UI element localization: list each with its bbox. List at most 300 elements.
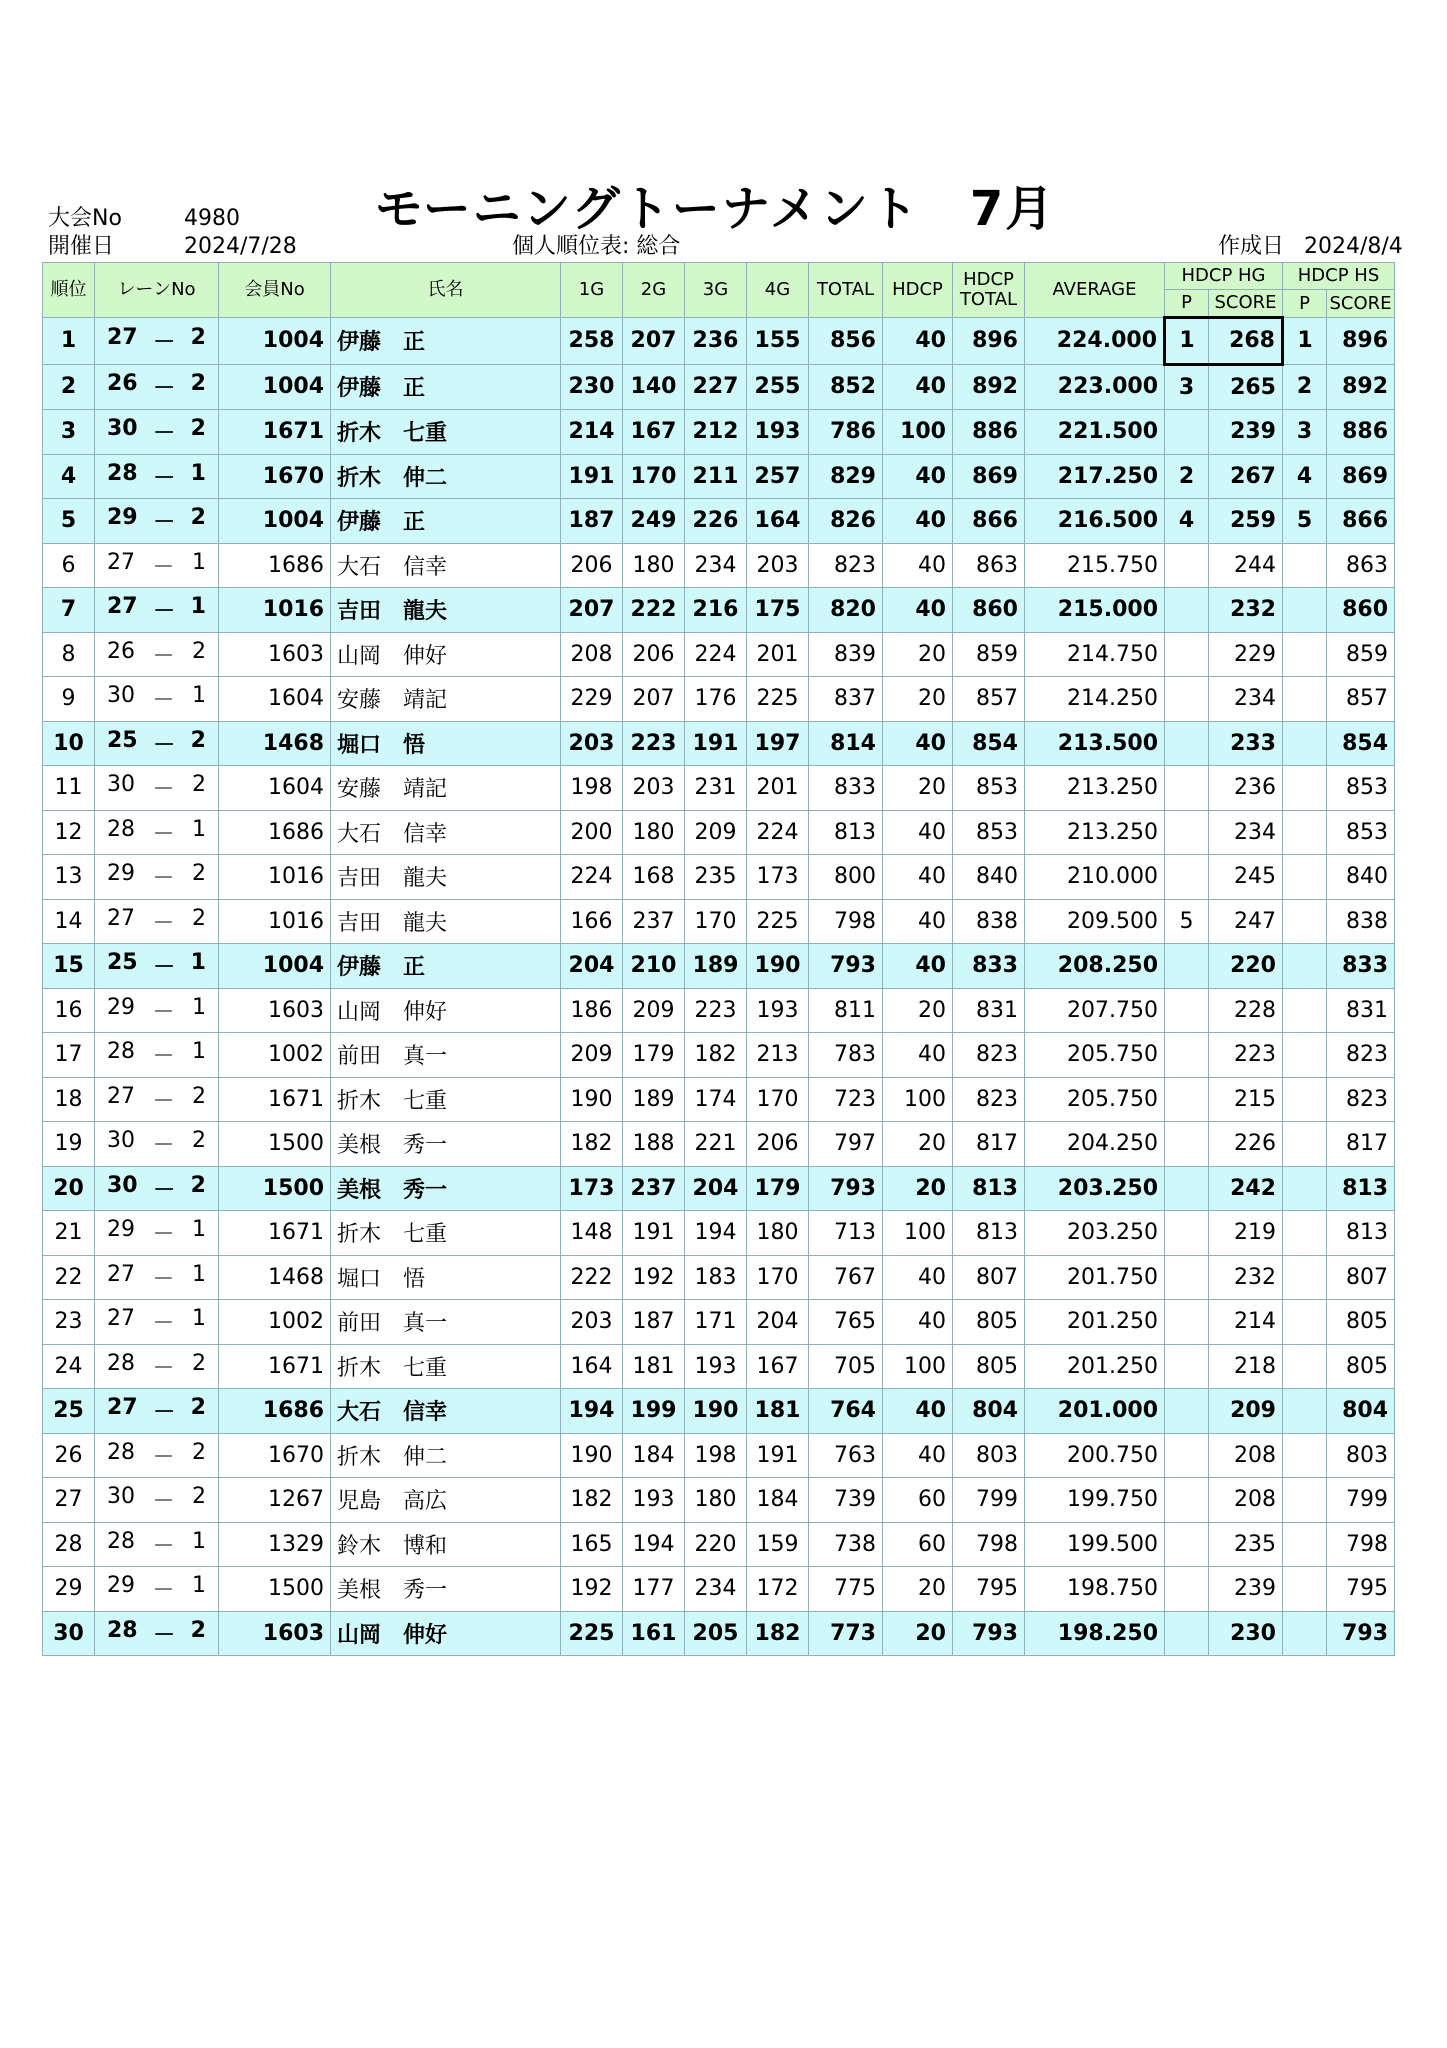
- table-row: [43, 1344, 1395, 1389]
- game2-cell: 203: [623, 766, 685, 811]
- col-hdcp-hg: HDCP HG: [1165, 263, 1283, 290]
- average-cell: 198.750: [1025, 1567, 1165, 1612]
- game2-cell: 193: [623, 1478, 685, 1523]
- game3-cell: 226: [685, 499, 747, 544]
- hg-score-cell: 236: [1209, 766, 1283, 811]
- rank-cell: 14: [43, 899, 95, 944]
- page-title: モーニングトーナメント 7月: [374, 181, 1056, 237]
- total-cell: 713: [809, 1211, 883, 1256]
- lane-box: 2: [190, 416, 206, 442]
- hg-score-cell: 223: [1209, 1033, 1283, 1078]
- lane-box: 1: [191, 1573, 206, 1599]
- lane-number: 30: [107, 683, 135, 709]
- member-no-cell: 1671: [219, 1077, 331, 1122]
- average-cell: 201.250: [1025, 1300, 1165, 1345]
- lane-cell: [95, 1567, 219, 1612]
- hs-score-cell: 853: [1327, 810, 1395, 855]
- game4-cell: 225: [747, 899, 809, 944]
- game2-cell: 222: [623, 588, 685, 633]
- game2-cell: 188: [623, 1122, 685, 1167]
- rank-cell: 17: [43, 1033, 95, 1078]
- hs-score-cell: 896: [1327, 318, 1395, 365]
- lane-cell: [95, 855, 219, 900]
- rank-cell: 23: [43, 1300, 95, 1345]
- table-row: [43, 1389, 1395, 1434]
- game1-cell: 258: [561, 318, 623, 365]
- rank-cell: 30: [43, 1611, 95, 1656]
- table-row: [43, 1567, 1395, 1612]
- lane-box: 2: [190, 505, 206, 531]
- hs-place-cell: [1283, 1033, 1327, 1078]
- game2-cell: 177: [623, 1567, 685, 1612]
- hdcp-cell: 20: [883, 1611, 953, 1656]
- average-cell: 213.500: [1025, 721, 1165, 766]
- game4-cell: 206: [747, 1122, 809, 1167]
- lane-cell: [95, 899, 219, 944]
- game1-cell: 164: [561, 1344, 623, 1389]
- hs-score-cell: 813: [1327, 1211, 1395, 1256]
- hs-place-cell: [1283, 899, 1327, 944]
- game3-cell: 194: [685, 1211, 747, 1256]
- member-no-cell: 1016: [219, 855, 331, 900]
- hg-place-cell: [1165, 988, 1209, 1033]
- table-row: [43, 677, 1395, 722]
- hg-place-cell: [1165, 1611, 1209, 1656]
- lane-separator: －: [152, 1489, 175, 1515]
- hs-place-cell: 2: [1283, 364, 1327, 410]
- rank-cell: 25: [43, 1389, 95, 1434]
- game2-cell: 192: [623, 1255, 685, 1300]
- lane-separator: －: [152, 999, 175, 1025]
- hs-score-cell: 886: [1327, 410, 1395, 455]
- total-cell: 797: [809, 1122, 883, 1167]
- rank-cell: 13: [43, 855, 95, 900]
- game3-cell: 183: [685, 1255, 747, 1300]
- game3-cell: 182: [685, 1033, 747, 1078]
- name-cell: 吉田 龍夫: [331, 588, 561, 633]
- game1-cell: 230: [561, 364, 623, 410]
- hg-score-cell: 244: [1209, 543, 1283, 588]
- hg-place-cell: 1: [1165, 318, 1209, 365]
- member-no-cell: 1671: [219, 1211, 331, 1256]
- lane-number: 30: [107, 1128, 135, 1154]
- member-no-cell: 1686: [219, 543, 331, 588]
- average-cell: 205.750: [1025, 1033, 1165, 1078]
- name-cell: 山岡 伸好: [331, 988, 561, 1033]
- game2-cell: 207: [623, 677, 685, 722]
- name-cell: 伊藤 正: [331, 944, 561, 989]
- lane-box: 2: [191, 1484, 206, 1510]
- rank-cell: 6: [43, 543, 95, 588]
- hs-score-cell: 813: [1327, 1166, 1395, 1211]
- hs-place-cell: [1283, 1166, 1327, 1211]
- game4-cell: 257: [747, 454, 809, 499]
- hdcp-total-cell: 896: [953, 318, 1025, 365]
- game1-cell: 182: [561, 1478, 623, 1523]
- hdcp-total-cell: 853: [953, 810, 1025, 855]
- hdcp-cell: 40: [883, 543, 953, 588]
- game4-cell: 193: [747, 988, 809, 1033]
- hdcp-total-cell: 805: [953, 1300, 1025, 1345]
- lane-cell: [95, 364, 219, 410]
- game3-cell: 236: [685, 318, 747, 365]
- lane-number: 30: [107, 1172, 138, 1198]
- game1-cell: 186: [561, 988, 623, 1033]
- name-cell: 児島 高広: [331, 1478, 561, 1523]
- game4-cell: 179: [747, 1166, 809, 1211]
- hdcp-cell: 40: [883, 944, 953, 989]
- hs-place-cell: [1283, 1611, 1327, 1656]
- total-cell: 783: [809, 1033, 883, 1078]
- lane-box: 2: [191, 905, 206, 931]
- game2-cell: 210: [623, 944, 685, 989]
- lane-cell: [95, 1522, 219, 1567]
- rank-cell: 1: [43, 318, 95, 365]
- game2-cell: 191: [623, 1211, 685, 1256]
- total-cell: 823: [809, 543, 883, 588]
- game4-cell: 201: [747, 632, 809, 677]
- lane-separator: －: [152, 1222, 175, 1248]
- total-cell: 738: [809, 1522, 883, 1567]
- name-cell: 安藤 靖記: [331, 677, 561, 722]
- lane-separator: －: [153, 1622, 176, 1648]
- col-g3: 3G: [685, 263, 747, 318]
- lane-separator: －: [152, 821, 175, 847]
- hg-place-cell: [1165, 632, 1209, 677]
- game1-cell: 206: [561, 543, 623, 588]
- col-g4: 4G: [747, 263, 809, 318]
- table-row: [43, 318, 1395, 365]
- hg-place-cell: [1165, 1077, 1209, 1122]
- lane-number: 25: [107, 727, 138, 753]
- hg-score-cell: 208: [1209, 1433, 1283, 1478]
- lane-box: 2: [190, 371, 206, 397]
- game1-cell: 173: [561, 1166, 623, 1211]
- lane-box: 1: [191, 994, 206, 1020]
- game1-cell: 182: [561, 1122, 623, 1167]
- hs-place-cell: [1283, 810, 1327, 855]
- hs-score-cell: 892: [1327, 364, 1395, 410]
- lane-separator: －: [152, 643, 175, 669]
- hs-place-cell: [1283, 1433, 1327, 1478]
- hg-score-cell: 242: [1209, 1166, 1283, 1211]
- hs-score-cell: 869: [1327, 454, 1395, 499]
- col-g1: 1G: [561, 263, 623, 318]
- lane-box: 2: [191, 1350, 206, 1376]
- game1-cell: 229: [561, 677, 623, 722]
- lane-number: 28: [107, 1350, 135, 1376]
- game3-cell: 221: [685, 1122, 747, 1167]
- lane-cell: [95, 318, 219, 365]
- table-row: [43, 1522, 1395, 1567]
- hdcp-cell: 40: [883, 721, 953, 766]
- hdcp-total-cell: 857: [953, 677, 1025, 722]
- hdcp-cell: 40: [883, 454, 953, 499]
- average-cell: 210.000: [1025, 855, 1165, 900]
- hg-place-cell: [1165, 1567, 1209, 1612]
- rank-cell: 21: [43, 1211, 95, 1256]
- hg-place-cell: [1165, 1300, 1209, 1345]
- hs-place-cell: [1283, 855, 1327, 900]
- hs-score-cell: 799: [1327, 1478, 1395, 1523]
- name-cell: 折木 伸二: [331, 454, 561, 499]
- rank-cell: 16: [43, 988, 95, 1033]
- lane-cell: [95, 988, 219, 1033]
- member-no-cell: 1671: [219, 1344, 331, 1389]
- hdcp-cell: 40: [883, 1033, 953, 1078]
- game2-cell: 167: [623, 410, 685, 455]
- hs-place-cell: [1283, 1478, 1327, 1523]
- hdcp-total-cell: 817: [953, 1122, 1025, 1167]
- rank-cell: 28: [43, 1522, 95, 1567]
- hs-place-cell: [1283, 1255, 1327, 1300]
- hg-score-cell: 239: [1209, 410, 1283, 455]
- table-row: [43, 1211, 1395, 1256]
- hdcp-total-cell: 804: [953, 1389, 1025, 1434]
- rank-cell: 7: [43, 588, 95, 633]
- member-no-cell: 1468: [219, 1255, 331, 1300]
- game2-cell: 161: [623, 1611, 685, 1656]
- game4-cell: 170: [747, 1077, 809, 1122]
- hdcp-cell: 100: [883, 1344, 953, 1389]
- game2-cell: 170: [623, 454, 685, 499]
- lane-separator: －: [152, 1444, 175, 1470]
- hdcp-total-cell: 823: [953, 1033, 1025, 1078]
- hg-place-cell: 2: [1165, 454, 1209, 499]
- hg-place-cell: [1165, 721, 1209, 766]
- game3-cell: 180: [685, 1478, 747, 1523]
- table-row: [43, 364, 1395, 410]
- game4-cell: 203: [747, 543, 809, 588]
- game3-cell: 227: [685, 364, 747, 410]
- hg-score-cell: 219: [1209, 1211, 1283, 1256]
- lane-box: 1: [191, 1261, 206, 1287]
- lane-number: 27: [107, 1083, 135, 1109]
- hs-place-cell: [1283, 721, 1327, 766]
- game3-cell: 205: [685, 1611, 747, 1656]
- hdcp-total-cell: 823: [953, 1077, 1025, 1122]
- lane-number: 29: [107, 1217, 135, 1243]
- hdcp-total-cell: 805: [953, 1344, 1025, 1389]
- lane-separator: －: [152, 866, 175, 892]
- game1-cell: 207: [561, 588, 623, 633]
- created-date: 2024/8/4: [1304, 234, 1403, 259]
- lane-cell: [95, 1433, 219, 1478]
- lane-box: 2: [191, 638, 206, 664]
- hs-place-cell: [1283, 588, 1327, 633]
- date-label: 開催日: [48, 234, 115, 259]
- lane-number: 30: [107, 416, 138, 442]
- lane-cell: [95, 1033, 219, 1078]
- average-cell: 205.750: [1025, 1077, 1165, 1122]
- lane-box: 2: [190, 727, 206, 753]
- game4-cell: 180: [747, 1211, 809, 1256]
- lane-box: 1: [191, 683, 206, 709]
- name-cell: 大石 信幸: [331, 1389, 561, 1434]
- lane-number: 28: [107, 1439, 135, 1465]
- hdcp-total-cell: 793: [953, 1611, 1025, 1656]
- table-row: [43, 410, 1395, 455]
- rank-cell: 24: [43, 1344, 95, 1389]
- average-cell: 215.750: [1025, 543, 1165, 588]
- game3-cell: 224: [685, 632, 747, 677]
- table-row: [43, 1478, 1395, 1523]
- lane-number: 30: [107, 1484, 135, 1510]
- rank-cell: 20: [43, 1166, 95, 1211]
- game2-cell: 189: [623, 1077, 685, 1122]
- lane-box: 1: [191, 1528, 206, 1554]
- hs-place-cell: [1283, 1567, 1327, 1612]
- lane-box: 1: [190, 950, 206, 976]
- hs-score-cell: 793: [1327, 1611, 1395, 1656]
- hdcp-total-cell: 854: [953, 721, 1025, 766]
- lane-number: 27: [107, 905, 135, 931]
- hdcp-total-cell: 838: [953, 899, 1025, 944]
- hs-score-cell: 866: [1327, 499, 1395, 544]
- game2-cell: 194: [623, 1522, 685, 1567]
- col-hg-score: SCORE: [1209, 290, 1283, 318]
- hg-score-cell: 230: [1209, 1611, 1283, 1656]
- hdcp-total-cell: 853: [953, 766, 1025, 811]
- lane-box: 2: [190, 1617, 206, 1643]
- lane-box: 1: [191, 1039, 206, 1065]
- name-cell: 伊藤 正: [331, 499, 561, 544]
- game1-cell: 209: [561, 1033, 623, 1078]
- hs-place-cell: [1283, 1389, 1327, 1434]
- lane-cell: [95, 677, 219, 722]
- lane-separator: －: [152, 1311, 175, 1337]
- hs-score-cell: 798: [1327, 1522, 1395, 1567]
- game3-cell: 174: [685, 1077, 747, 1122]
- lane-separator: －: [153, 1177, 176, 1203]
- game1-cell: 225: [561, 1611, 623, 1656]
- lane-separator: －: [152, 1266, 175, 1292]
- game4-cell: 190: [747, 944, 809, 989]
- table-row: [43, 721, 1395, 766]
- game3-cell: 209: [685, 810, 747, 855]
- table-body: [43, 318, 1395, 1656]
- lane-number: 27: [107, 1395, 138, 1421]
- lane-cell: [95, 944, 219, 989]
- hs-place-cell: 4: [1283, 454, 1327, 499]
- name-cell: 折木 七重: [331, 1211, 561, 1256]
- name-cell: 伊藤 正: [331, 318, 561, 365]
- lane-separator: －: [152, 1088, 175, 1114]
- member-no-cell: 1267: [219, 1478, 331, 1523]
- rank-cell: 18: [43, 1077, 95, 1122]
- name-cell: 大石 信幸: [331, 543, 561, 588]
- total-cell: 786: [809, 410, 883, 455]
- name-cell: 山岡 伸好: [331, 632, 561, 677]
- average-cell: 198.250: [1025, 1611, 1165, 1656]
- game1-cell: 165: [561, 1522, 623, 1567]
- tournament-no: 4980: [184, 206, 240, 231]
- member-no-cell: 1002: [219, 1033, 331, 1078]
- lane-cell: [95, 1122, 219, 1167]
- hg-score-cell: 235: [1209, 1522, 1283, 1567]
- hdcp-cell: 40: [883, 499, 953, 544]
- rank-cell: 2: [43, 364, 95, 410]
- rank-cell: 11: [43, 766, 95, 811]
- game4-cell: 173: [747, 855, 809, 900]
- hdcp-cell: 100: [883, 1211, 953, 1256]
- average-cell: 217.250: [1025, 454, 1165, 499]
- col-rank: 順位: [43, 263, 95, 318]
- lane-number: 28: [107, 460, 138, 486]
- game2-cell: 237: [623, 1166, 685, 1211]
- average-cell: 199.500: [1025, 1522, 1165, 1567]
- hg-place-cell: [1165, 1344, 1209, 1389]
- col-hs-p: P: [1283, 290, 1327, 318]
- average-cell: 214.750: [1025, 632, 1165, 677]
- hs-place-cell: [1283, 677, 1327, 722]
- lane-cell: [95, 543, 219, 588]
- rank-cell: 29: [43, 1567, 95, 1612]
- col-hdcp-total-line2: TOTAL: [959, 289, 1018, 310]
- rank-cell: 27: [43, 1478, 95, 1523]
- created-label: 作成日: [1218, 234, 1285, 259]
- lane-number: 27: [107, 1306, 135, 1332]
- hg-place-cell: [1165, 1166, 1209, 1211]
- hdcp-total-cell: 886: [953, 410, 1025, 455]
- game1-cell: 203: [561, 1300, 623, 1345]
- average-cell: 201.000: [1025, 1389, 1165, 1434]
- hg-place-cell: [1165, 1522, 1209, 1567]
- hg-place-cell: 5: [1165, 899, 1209, 944]
- member-no-cell: 1004: [219, 318, 331, 365]
- lane-box: 2: [190, 325, 206, 351]
- total-cell: 852: [809, 364, 883, 410]
- game2-cell: 168: [623, 855, 685, 900]
- name-cell: 鈴木 博和: [331, 1522, 561, 1567]
- name-cell: 折木 伸二: [331, 1433, 561, 1478]
- member-no-cell: 1670: [219, 1433, 331, 1478]
- hg-place-cell: [1165, 1255, 1209, 1300]
- game3-cell: 235: [685, 855, 747, 900]
- table-row: [43, 543, 1395, 588]
- lane-box: 2: [191, 1083, 206, 1109]
- average-cell: 215.000: [1025, 588, 1165, 633]
- hs-score-cell: 857: [1327, 677, 1395, 722]
- member-no-cell: 1671: [219, 410, 331, 455]
- game1-cell: 224: [561, 855, 623, 900]
- hs-place-cell: [1283, 632, 1327, 677]
- game2-cell: 180: [623, 543, 685, 588]
- col-hs-score: SCORE: [1327, 290, 1395, 318]
- lane-separator: －: [152, 777, 175, 803]
- average-cell: 203.250: [1025, 1211, 1165, 1256]
- average-cell: 201.750: [1025, 1255, 1165, 1300]
- hg-score-cell: 267: [1209, 454, 1283, 499]
- hs-score-cell: 831: [1327, 988, 1395, 1033]
- hs-place-cell: 1: [1283, 318, 1327, 365]
- game2-cell: 249: [623, 499, 685, 544]
- hs-place-cell: [1283, 543, 1327, 588]
- average-cell: 208.250: [1025, 944, 1165, 989]
- lane-cell: [95, 766, 219, 811]
- game3-cell: 211: [685, 454, 747, 499]
- hg-place-cell: [1165, 1433, 1209, 1478]
- hg-place-cell: [1165, 543, 1209, 588]
- lane-number: 29: [107, 994, 135, 1020]
- col-average: AVERAGE: [1025, 263, 1165, 318]
- game4-cell: 201: [747, 766, 809, 811]
- hg-place-cell: [1165, 410, 1209, 455]
- member-no-cell: 1004: [219, 499, 331, 544]
- average-cell: 213.250: [1025, 766, 1165, 811]
- rank-cell: 12: [43, 810, 95, 855]
- hs-score-cell: 863: [1327, 543, 1395, 588]
